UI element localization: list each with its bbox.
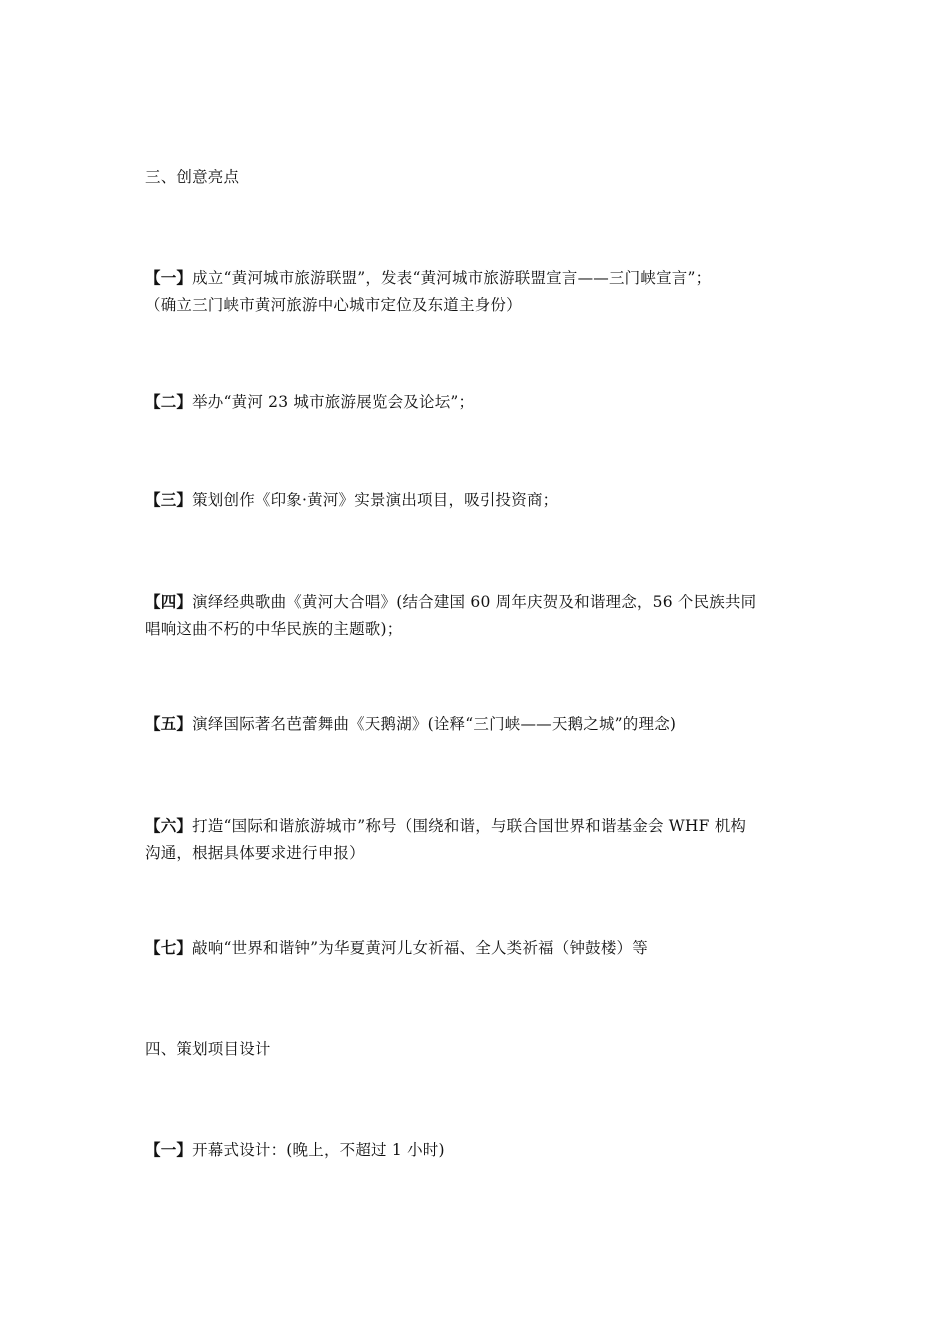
list-item-4 [145, 588, 817, 643]
item-marker: 【一】 [145, 268, 193, 287]
list-item-line [145, 812, 817, 840]
list-item-line: 唱响这曲不朽的中华民族的主题歌)； [145, 620, 403, 638]
list-item-5 [145, 710, 817, 738]
item-text: 演绎经典歌曲《黄河大合唱》(结合建国 60 周年庆贺及和谐理念，56 个民族共同 [192, 593, 757, 611]
list-item-line [145, 710, 817, 738]
list-item-3 [145, 486, 817, 514]
section-heading-text: 四、策划项目设计 [145, 1040, 271, 1058]
item-text: 敲响“世界和谐钟”为华夏黄河儿女祈福、全人类祈福（钟鼓楼）等 [192, 939, 648, 957]
item-text: 打造“国际和谐旅游城市”称号（围绕和谐，与联合国世界和谐基金会 WHF 机构 [192, 817, 747, 835]
section-heading-4 [145, 1036, 817, 1063]
list-item-line [145, 934, 817, 962]
list-item-6 [145, 812, 817, 867]
item-text: 演绎国际著名芭蕾舞曲《天鹅湖》(诠释“三门峡——天鹅之城”的理念) [192, 715, 677, 733]
item-marker: 【一】 [145, 1140, 193, 1159]
item-marker: 【四】 [145, 592, 193, 611]
list-item-line [145, 588, 817, 616]
item-marker: 【七】 [145, 938, 193, 957]
item-marker: 【二】 [145, 392, 193, 411]
list-item-line: 沟通，根据具体要求进行申报） [145, 844, 365, 862]
section-heading-3 [145, 164, 817, 191]
list-item-7 [145, 934, 817, 962]
list-item-2 [145, 388, 817, 416]
item-text: 举办“黄河 23 城市旅游展览会及论坛”； [192, 393, 475, 411]
list-item-line: （确立三门峡市黄河旅游中心城市定位及东道主身份） [145, 296, 522, 314]
list-item-line [145, 388, 817, 416]
list-item-line [145, 264, 817, 292]
item-text: 策划创作《印象·黄河》实景演出项目，吸引投资商； [192, 491, 559, 509]
item-text: 成立“黄河城市旅游联盟”，发表“黄河城市旅游联盟宣言——三门峡宣言”； [192, 269, 712, 287]
item-marker: 【三】 [145, 490, 193, 509]
list-item-line [145, 486, 817, 514]
item-marker: 【五】 [145, 714, 193, 733]
item-text: 开幕式设计：(晚上，不超过 1 小时) [192, 1141, 445, 1159]
list-item-line [145, 1136, 817, 1164]
list-item-1 [145, 264, 817, 319]
list-item-8 [145, 1136, 817, 1164]
item-marker: 【六】 [145, 816, 193, 835]
section-heading-text: 三、创意亮点 [145, 168, 240, 186]
